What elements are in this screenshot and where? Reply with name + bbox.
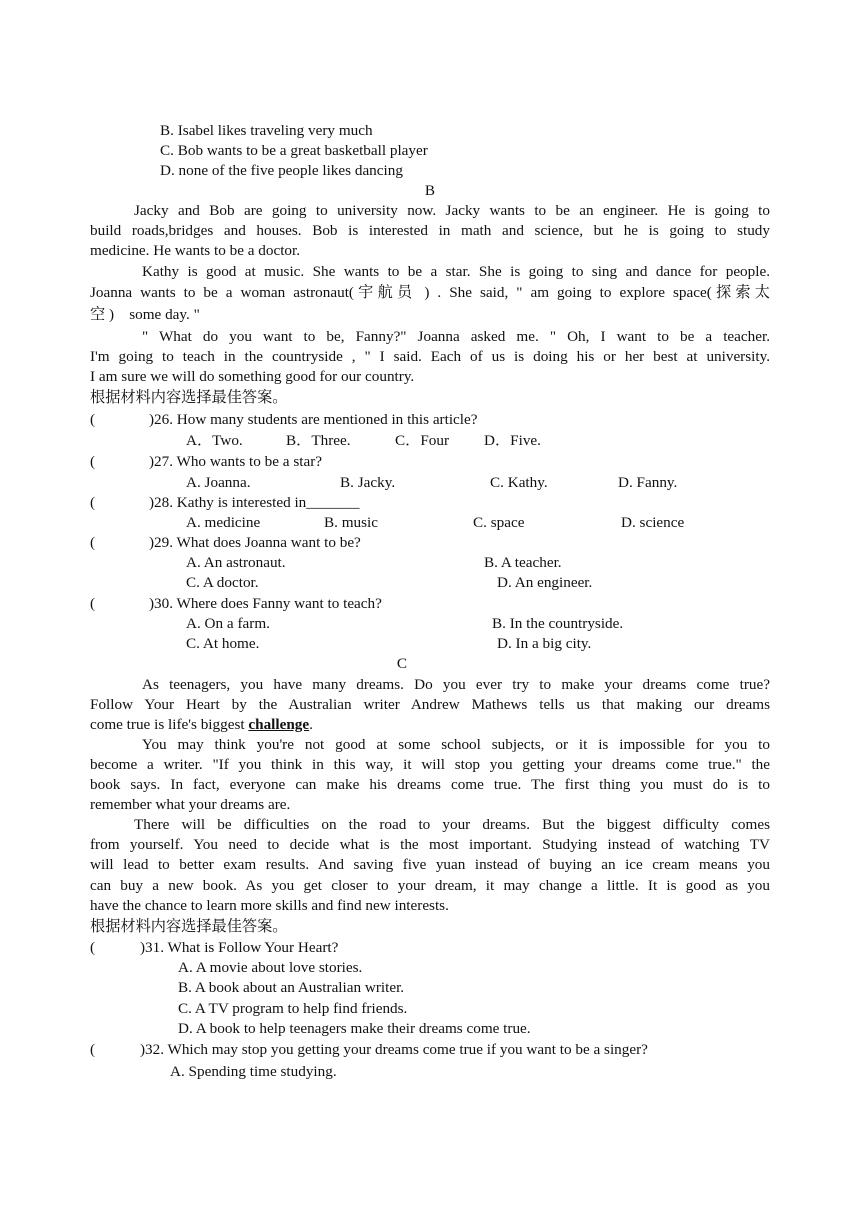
passage-c-line: book says. In fact, everyone can make his dreams come true. The first thing you must do is to — [90, 776, 770, 793]
passage-c-line: Follow Your Heart by the Australian writer Andrew Mathews tells us that making our dreams — [90, 696, 770, 713]
answer-paren-close: ) — [149, 411, 155, 428]
passage-c-line: You may think you're not good at some school subjects, or it is impossible for you to — [142, 736, 770, 753]
answer-paren-open: ( — [90, 595, 96, 612]
q30-option-b: B. In the countryside. — [492, 615, 624, 632]
passage-c-line: become a writer. "If you think in this way, it will stop you getting your dreams come true." the — [90, 756, 770, 773]
question-27: 27. Who wants to be a star? — [154, 453, 323, 470]
passage-c-heading: C — [396, 655, 408, 672]
instruction-b: 根据材料内容选择最佳答案。 — [90, 389, 288, 406]
question-29: 29. What does Joanna want to be? — [154, 534, 361, 551]
question-32: 32. Which may stop you getting your dreams come true if you want to be a singer? — [145, 1041, 648, 1058]
q25-option-c: C. Bob wants to be a great basketball player — [160, 142, 428, 159]
q26-option-b: B．Three. — [286, 432, 351, 449]
passage-b-line: Joanna wants to be a woman astronaut(宇航员 ) . She said, " am going to explore space(探索太 — [90, 284, 770, 301]
answer-paren-close: ) — [149, 595, 155, 612]
passage-b-line: I am sure we will do something good for our country. — [90, 368, 415, 385]
q29-option-b: B. A teacher. — [484, 554, 562, 571]
answer-paren-open: ( — [90, 939, 96, 956]
q26-option-a: A．Two. — [186, 432, 243, 449]
passage-c-line: from yourself. You need to decide what is the most important. Studying instead of watching TV — [90, 836, 770, 853]
passage-b-line: Jacky and Bob are going to university now. Jacky wants to be an engineer. He is going to — [134, 202, 770, 219]
q27-option-a: A. Joanna. — [186, 474, 251, 491]
q27-option-b: B. Jacky. — [340, 474, 396, 491]
q31-option-d: D. A book to help teenagers make their dreams come true. — [178, 1020, 531, 1037]
q31-option-c: C. A TV program to help find friends. — [178, 1000, 408, 1017]
passage-b-line: 空 ) some day. " — [90, 306, 200, 323]
answer-paren-close: ) — [149, 534, 155, 551]
answer-paren-close: ) — [149, 494, 155, 511]
question-30: 30. Where does Fanny want to teach? — [154, 595, 382, 612]
q31-option-b: B. A book about an Australian writer. — [178, 979, 405, 996]
passage-b-heading: B — [424, 182, 436, 199]
answer-paren-open: ( — [90, 1041, 96, 1058]
passage-b-line: medicine. He wants to be a doctor. — [90, 242, 301, 259]
passage-c-line-text: come true is life's biggest — [90, 716, 249, 733]
passage-c-line: As teenagers, you have many dreams. Do you ever try to make your dreams come true? — [142, 676, 770, 693]
q28-option-a: A. medicine — [186, 514, 261, 531]
q29-option-c: C. A doctor. — [186, 574, 259, 591]
instruction-c: 根据材料内容选择最佳答案。 — [90, 918, 288, 935]
q25-option-d: D. none of the five people likes dancing — [160, 162, 403, 179]
passage-c-line: can buy a new book. As you get closer to your dream, it may change a little. It is good as you — [90, 877, 770, 894]
q25-option-b: B. Isabel likes traveling very much — [160, 122, 373, 139]
passage-c-line: There will be difficulties on the road to your dreams. But the biggest difficulty comes — [134, 816, 770, 833]
q26-option-c: C．Four — [395, 432, 450, 449]
answer-paren-close: ) — [149, 453, 155, 470]
q27-option-d: D. Fanny. — [618, 474, 678, 491]
q29-option-a: A. An astronaut. — [186, 554, 286, 571]
answer-paren-close: ) — [140, 939, 146, 956]
passage-b-line: build roads,bridges and houses. Bob is interested in math and science, but he is going to study — [90, 222, 770, 239]
answer-paren-open: ( — [90, 534, 96, 551]
answer-paren-open: ( — [90, 411, 96, 428]
passage-c-line: will lead to better exam results. And saving five yuan instead of buying an ice cream means you — [90, 856, 770, 873]
q28-option-c: C. space — [473, 514, 525, 531]
q32-option-a: A. Spending time studying. — [170, 1063, 337, 1080]
passage-c-line — [90, 715, 313, 735]
underlined-word-challenge: challenge — [248, 716, 310, 733]
question-26: 26. How many students are mentioned in this article? — [154, 411, 478, 428]
passage-b-line: I'm going to teach in the countryside , " I said. Each of us is doing his or her best at university. — [90, 348, 770, 365]
answer-paren-open: ( — [90, 453, 96, 470]
q30-option-a: A. On a farm. — [186, 615, 270, 632]
q30-option-d: D. In a big city. — [497, 635, 592, 652]
q29-option-d: D. An engineer. — [497, 574, 593, 591]
passage-c-line: remember what your dreams are. — [90, 796, 291, 813]
q28-option-d: D. science — [621, 514, 685, 531]
sentence-period: . — [309, 716, 313, 733]
question-28: 28. Kathy is interested in_______ — [154, 494, 360, 511]
passage-b-line: Kathy is good at music. She wants to be a star. She is going to sing and dance for people. — [142, 263, 770, 280]
q28-option-b: B. music — [324, 514, 379, 531]
q31-option-a: A. A movie about love stories. — [178, 959, 363, 976]
q30-option-c: C. At home. — [186, 635, 260, 652]
question-31: 31. What is Follow Your Heart? — [145, 939, 339, 956]
passage-c-line: have the chance to learn more skills and find new interests. — [90, 897, 449, 914]
q26-option-d: D．Five. — [484, 432, 541, 449]
q27-option-c: C. Kathy. — [490, 474, 548, 491]
answer-paren-close: ) — [140, 1041, 146, 1058]
answer-paren-open: ( — [90, 494, 96, 511]
passage-b-line: " What do you want to be, Fanny?" Joanna asked me. " Oh, I want to be a teacher. — [142, 328, 770, 345]
